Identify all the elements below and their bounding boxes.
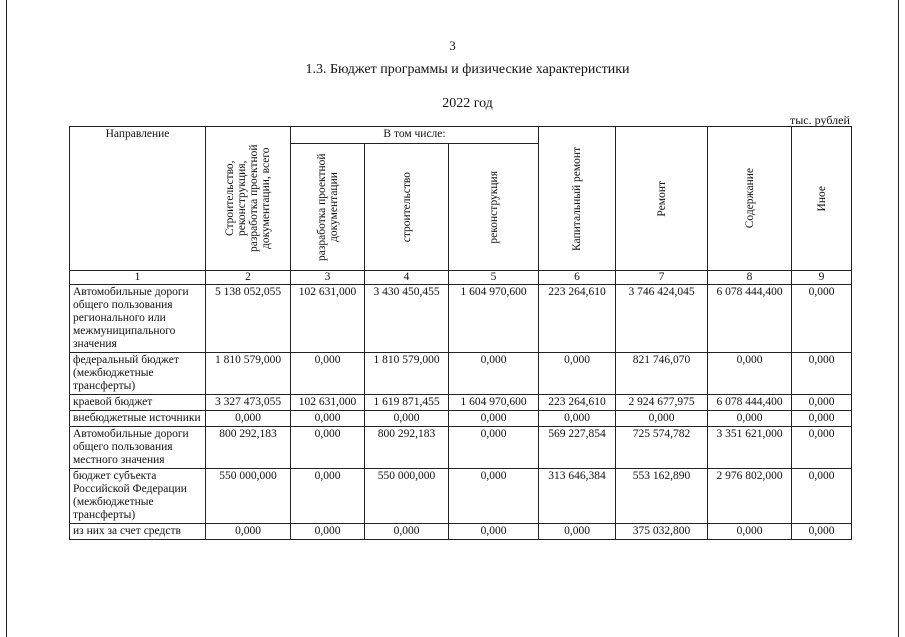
table-row bbox=[70, 285, 852, 353]
table-row bbox=[70, 469, 852, 524]
cell-design: 0,000 bbox=[291, 469, 365, 524]
cell-other: 0,000 bbox=[792, 469, 852, 524]
col-num-3: 3 bbox=[291, 271, 365, 285]
cell-maintenance: 0,000 bbox=[708, 353, 792, 395]
cell-capital-repair: 223 264,610 bbox=[539, 395, 616, 411]
col-num-4: 4 bbox=[365, 271, 449, 285]
cell-capital-repair: 0,000 bbox=[539, 411, 616, 427]
cell-maintenance: 2 976 802,000 bbox=[708, 469, 792, 524]
cell-capital-repair: 0,000 bbox=[539, 353, 616, 395]
cell-design: 102 631,000 bbox=[291, 395, 365, 411]
cell-total: 1 810 579,000 bbox=[206, 353, 291, 395]
budget-table bbox=[69, 126, 852, 540]
cell-reconstruction: 0,000 bbox=[449, 469, 539, 524]
year-heading: 2022 год bbox=[442, 96, 493, 111]
column-number-row bbox=[70, 271, 852, 285]
cell-capital-repair: 313 646,384 bbox=[539, 469, 616, 524]
row-name: федеральный бюджет (межбюджетные трансферты) bbox=[70, 353, 206, 395]
cell-construction: 550 000,000 bbox=[365, 469, 449, 524]
col-num-9: 9 bbox=[792, 271, 852, 285]
cell-construction: 1 619 871,455 bbox=[365, 395, 449, 411]
cell-construction: 800 292,183 bbox=[365, 427, 449, 469]
header-reconstruction-text: реконструкция bbox=[487, 170, 500, 244]
cell-other: 0,000 bbox=[792, 411, 852, 427]
header-repair-text: Ремонт bbox=[655, 180, 668, 217]
cell-design: 0,000 bbox=[291, 353, 365, 395]
cell-repair: 0,000 bbox=[616, 411, 708, 427]
cell-other: 0,000 bbox=[792, 353, 852, 395]
cell-maintenance: 6 078 444,400 bbox=[708, 395, 792, 411]
header-design bbox=[291, 144, 365, 271]
row-name: бюджет субъекта Российской Федерации (межбюджетные трансферты) bbox=[70, 469, 206, 524]
cell-reconstruction: 0,000 bbox=[449, 524, 539, 540]
row-name: Автомобильные дороги общего пользования регионального или межмуниципального значения bbox=[70, 285, 206, 353]
header-total bbox=[206, 127, 291, 271]
cell-construction: 3 430 450,455 bbox=[365, 285, 449, 353]
cell-total: 5 138 052,055 bbox=[206, 285, 291, 353]
row-name: из них за счет средств bbox=[70, 524, 206, 540]
header-maintenance bbox=[708, 127, 792, 271]
cell-reconstruction: 1 604 970,600 bbox=[449, 285, 539, 353]
cell-construction: 0,000 bbox=[365, 411, 449, 427]
section-title: 1.3. Бюджет программы и физические характеристики bbox=[305, 62, 630, 77]
header-construction bbox=[365, 144, 449, 271]
table-row bbox=[70, 411, 852, 427]
header-construction-text: строительство bbox=[400, 171, 413, 243]
cell-repair: 821 746,070 bbox=[616, 353, 708, 395]
header-direction: Направление bbox=[70, 127, 206, 271]
col-num-6: 6 bbox=[539, 271, 616, 285]
cell-design: 0,000 bbox=[291, 427, 365, 469]
cell-repair: 3 746 424,045 bbox=[616, 285, 708, 353]
units-label: тыс. рублей bbox=[790, 113, 850, 127]
cell-total: 0,000 bbox=[206, 411, 291, 427]
header-including: В том числе: bbox=[291, 127, 539, 144]
cell-maintenance: 6 078 444,400 bbox=[708, 285, 792, 353]
col-num-8: 8 bbox=[708, 271, 792, 285]
cell-repair: 553 162,890 bbox=[616, 469, 708, 524]
cell-reconstruction: 0,000 bbox=[449, 427, 539, 469]
header-capital-repair bbox=[539, 127, 616, 271]
cell-total: 800 292,183 bbox=[206, 427, 291, 469]
cell-capital-repair: 0,000 bbox=[539, 524, 616, 540]
header-repair bbox=[616, 127, 708, 271]
header-maintenance-text: Содержание bbox=[743, 168, 756, 229]
header-other bbox=[792, 127, 852, 271]
cell-other: 0,000 bbox=[792, 395, 852, 411]
table-row bbox=[70, 353, 852, 395]
row-name: внебюджетные источники bbox=[70, 411, 206, 427]
table-row bbox=[70, 395, 852, 411]
table-row bbox=[70, 427, 852, 469]
cell-total: 0,000 bbox=[206, 524, 291, 540]
page-number: 3 bbox=[449, 38, 456, 53]
cell-total: 3 327 473,055 bbox=[206, 395, 291, 411]
cell-repair: 375 032,800 bbox=[616, 524, 708, 540]
cell-capital-repair: 223 264,610 bbox=[539, 285, 616, 353]
col-num-7: 7 bbox=[616, 271, 708, 285]
header-reconstruction bbox=[449, 144, 539, 271]
cell-other: 0,000 bbox=[792, 524, 852, 540]
col-num-5: 5 bbox=[449, 271, 539, 285]
cell-repair: 2 924 677,975 bbox=[616, 395, 708, 411]
cell-other: 0,000 bbox=[792, 427, 852, 469]
cell-design: 102 631,000 bbox=[291, 285, 365, 353]
header-total-text: Строительство, реконструкция, разработка проектной документации, всего bbox=[224, 144, 272, 253]
col-num-2: 2 bbox=[206, 271, 291, 285]
cell-reconstruction: 0,000 bbox=[449, 411, 539, 427]
row-name: краевой бюджет bbox=[70, 395, 206, 411]
cell-reconstruction: 1 604 970,600 bbox=[449, 395, 539, 411]
cell-construction: 1 810 579,000 bbox=[365, 353, 449, 395]
cell-maintenance: 3 351 621,000 bbox=[708, 427, 792, 469]
header-capital-repair-text: Капитальный ремонт bbox=[571, 146, 583, 251]
cell-other: 0,000 bbox=[792, 285, 852, 353]
cell-total: 550 000,000 bbox=[206, 469, 291, 524]
cell-repair: 725 574,782 bbox=[616, 427, 708, 469]
cell-design: 0,000 bbox=[291, 524, 365, 540]
header-design-text: разработка проектной документации bbox=[315, 153, 340, 261]
header-other-text: Иное bbox=[815, 185, 828, 212]
table-row bbox=[70, 524, 852, 540]
row-name: Автомобильные дороги общего пользования местного значения bbox=[70, 427, 206, 469]
cell-maintenance: 0,000 bbox=[708, 524, 792, 540]
cell-design: 0,000 bbox=[291, 411, 365, 427]
cell-construction: 0,000 bbox=[365, 524, 449, 540]
cell-reconstruction: 0,000 bbox=[449, 353, 539, 395]
col-num-1: 1 bbox=[70, 271, 206, 285]
cell-maintenance: 0,000 bbox=[708, 411, 792, 427]
cell-capital-repair: 569 227,854 bbox=[539, 427, 616, 469]
